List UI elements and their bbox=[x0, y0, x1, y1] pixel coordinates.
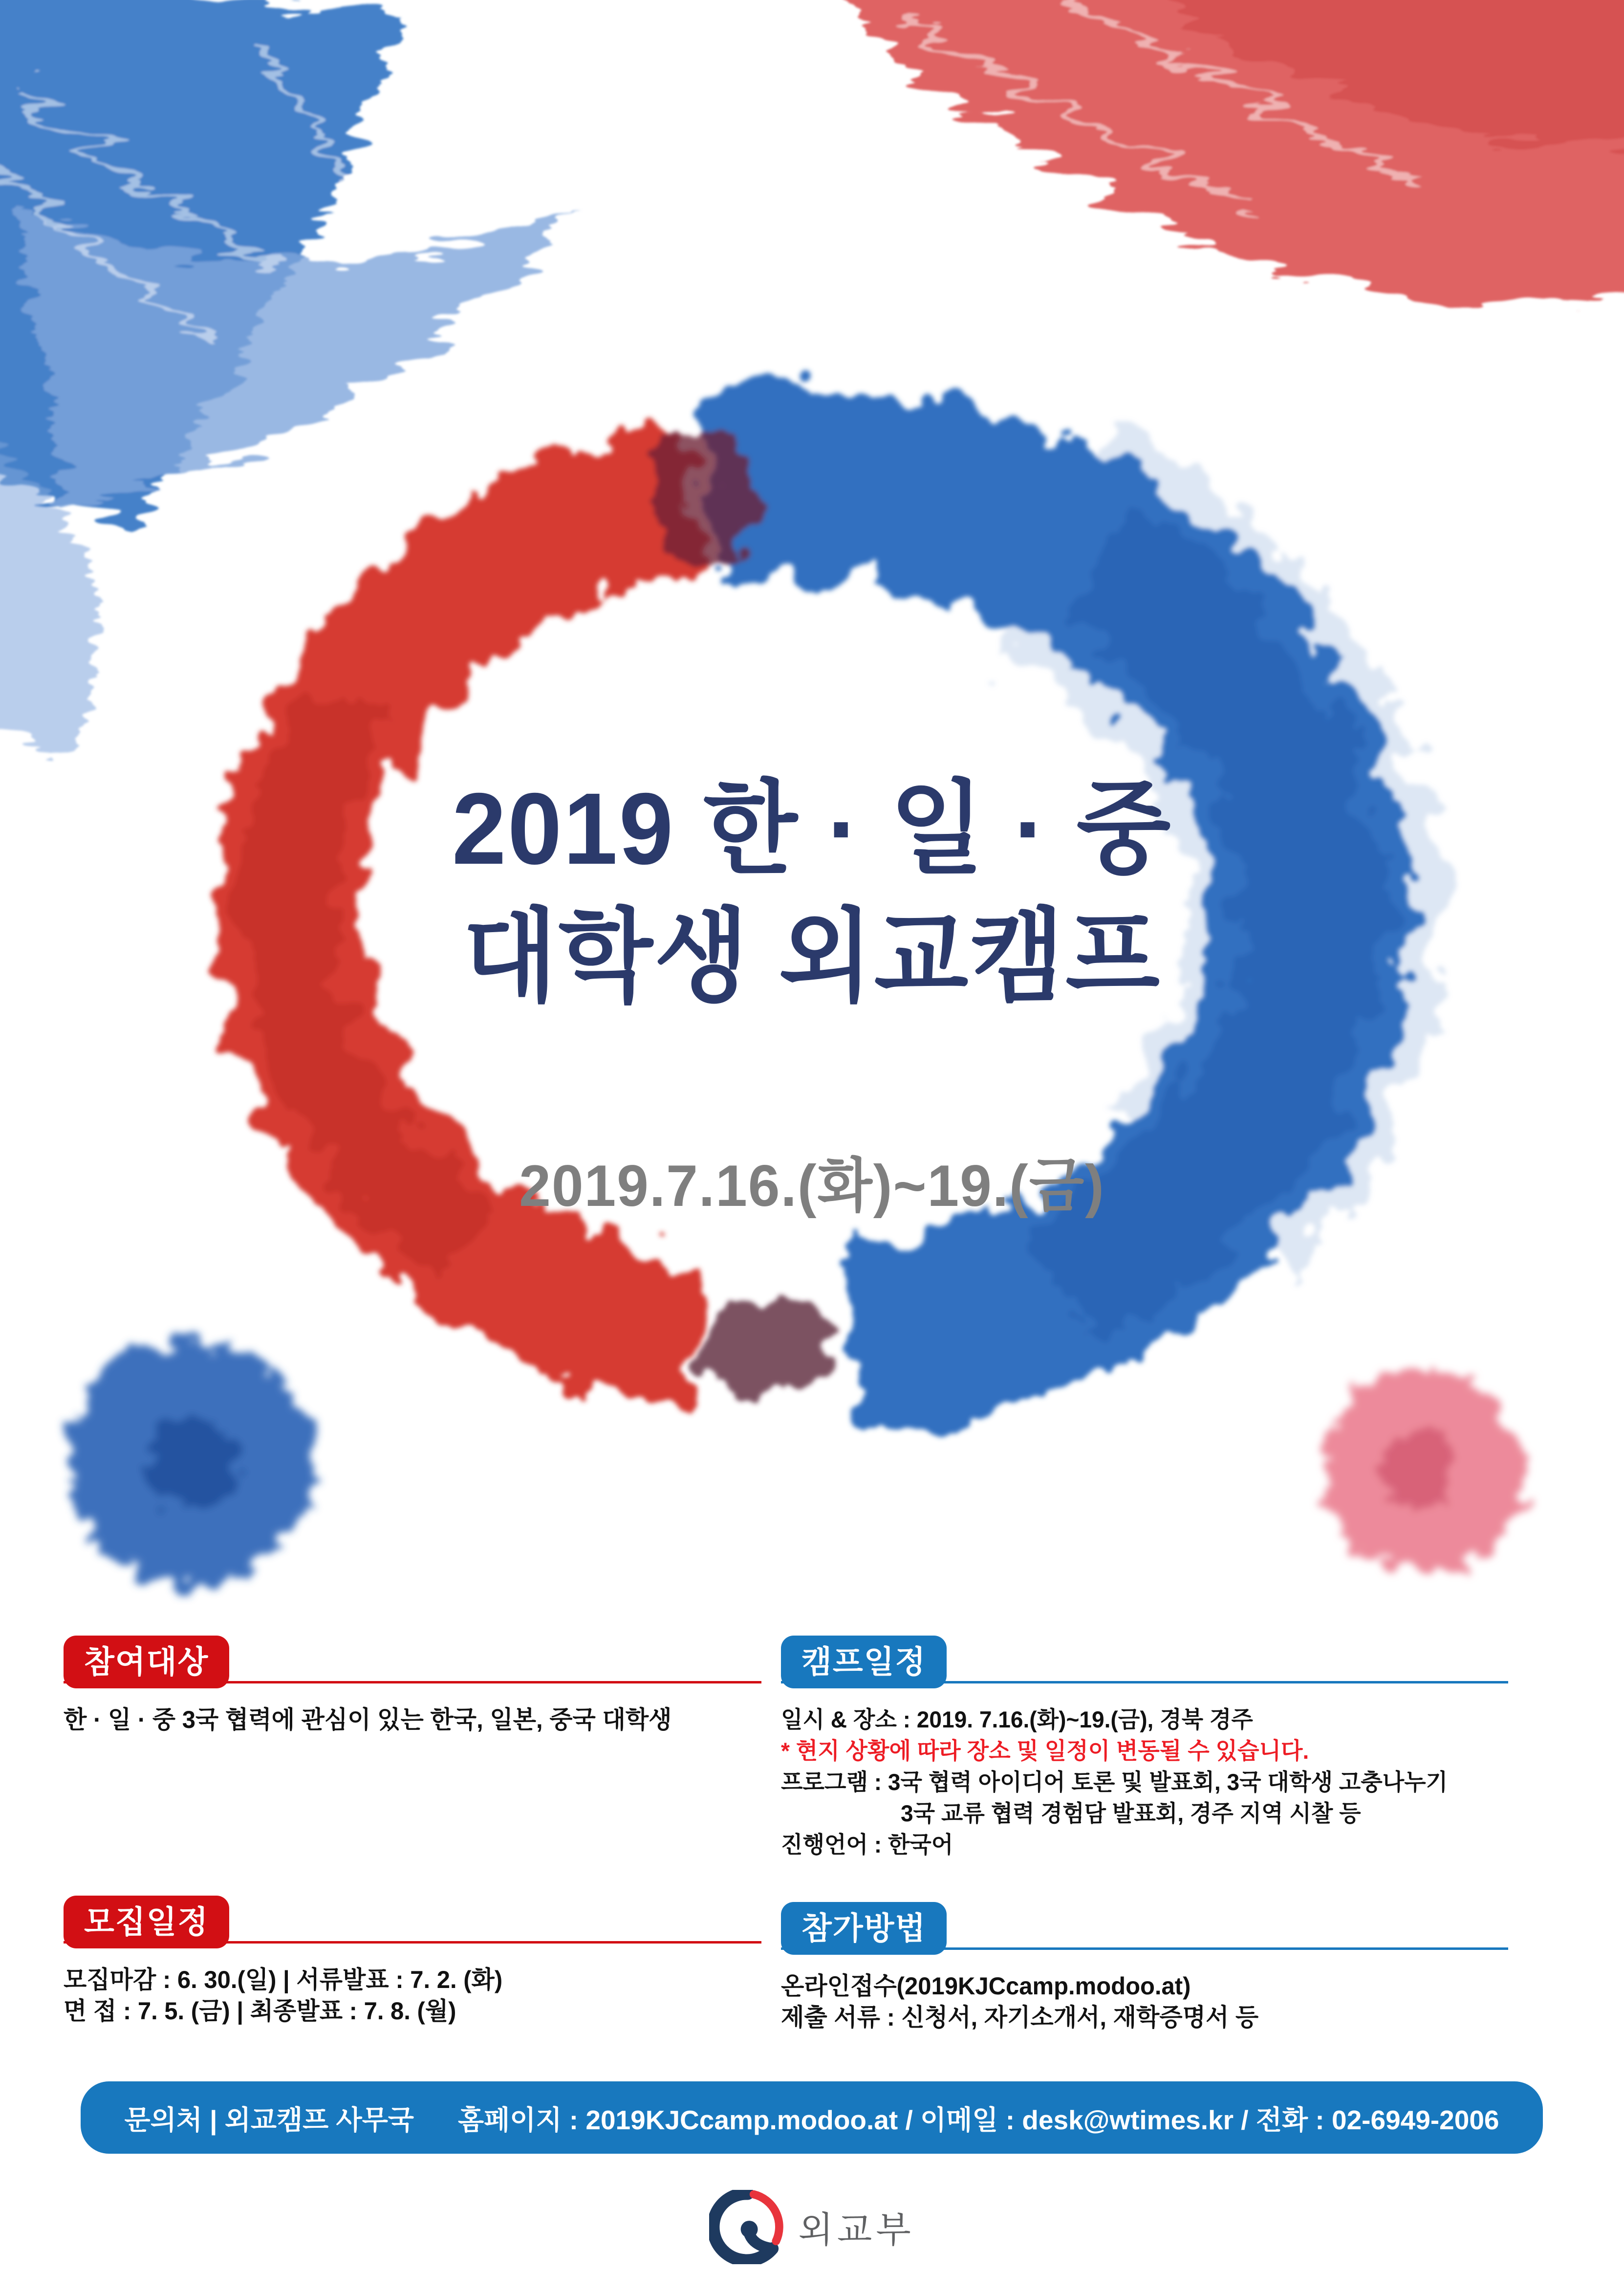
recruit-deadline-text: 모집마감 : 6. 30.(일) | 서류발표 : 7. 2. (화) bbox=[64, 1966, 503, 1993]
section-application-body bbox=[781, 1970, 1508, 2033]
recruit-interview-text: 면 접 : 7. 5. (금) | 최종발표 : 7. 8. (월) bbox=[64, 1997, 456, 2025]
section-recruit-schedule bbox=[64, 1893, 761, 2027]
section-camp-schedule-badge: 캠프일정 bbox=[781, 1636, 947, 1688]
ministry-name: 외교부 bbox=[798, 2209, 915, 2250]
government-emblem-icon bbox=[709, 2190, 783, 2264]
section-recruit-schedule-body bbox=[64, 1964, 761, 2027]
ministry-logo bbox=[0, 2190, 1624, 2264]
section-participants-badge: 참여대상 bbox=[64, 1636, 229, 1688]
ink-blob-bottom-right bbox=[1323, 1370, 1526, 1573]
section-application-badge: 참가방법 bbox=[781, 1902, 947, 1955]
participants-text: 한 · 일 · 중 3국 협력에 관심이 있는 한국, 일본, 중국 대학생 bbox=[64, 1706, 672, 1733]
application-documents-text: 제출 서류 : 신청서, 자기소개서, 재학증명서 등 bbox=[781, 2004, 1259, 2031]
poster-title bbox=[0, 765, 1624, 1021]
footer-contact-office: 문의처 | 외교캠프 사무국 bbox=[124, 2104, 414, 2135]
event-date: 2019.7.16.(화)~19.(금) bbox=[519, 1153, 1105, 1219]
poster-title-line1: 2019 한 · 일 · 중 bbox=[452, 772, 1172, 886]
section-recruit-schedule-header bbox=[64, 1893, 761, 1944]
camp-language-text: 진행언어 : 한국어 bbox=[781, 1832, 953, 1857]
section-application bbox=[781, 1899, 1508, 2033]
section-participants-body bbox=[64, 1704, 761, 1735]
camp-program-text: 프로그램 : 3국 협력 아이디어 토론 및 발표회, 3국 대학생 고충나누기 bbox=[781, 1769, 1448, 1795]
camp-program-text-2: 3국 교류 협력 경험담 발표회, 경주 지역 시찰 등 bbox=[901, 1800, 1361, 1826]
camp-datetime-text: 일시 & 장소 : 2019. 7.16.(화)~19.(금), 경북 경주 bbox=[781, 1706, 1253, 1732]
footer-contact-info: 홈페이지 : 2019KJCcamp.modoo.at / 이메일 : desk@wtimes.kr / 전화 : 02-6949-2006 bbox=[457, 2104, 1499, 2135]
application-online-text: 온라인접수(2019KJCcamp.modoo.at) bbox=[781, 1972, 1191, 2000]
section-participants bbox=[64, 1633, 761, 1735]
poster-title-line2: 대학생 외교캠프 bbox=[463, 900, 1161, 1014]
section-camp-schedule bbox=[781, 1633, 1508, 1860]
section-camp-schedule-header bbox=[781, 1633, 1508, 1683]
section-camp-schedule-body bbox=[781, 1704, 1508, 1860]
brush-stroke-top-right bbox=[792, 0, 1624, 303]
footer-contact-bar bbox=[81, 2081, 1543, 2154]
section-application-header bbox=[781, 1899, 1508, 1950]
section-participants-header bbox=[64, 1633, 761, 1683]
ink-blob-bottom-left bbox=[67, 1341, 314, 1587]
camp-notice-text: * 현지 상황에 따라 장소 및 일정이 변동될 수 있습니다. bbox=[781, 1738, 1309, 1764]
section-recruit-schedule-badge: 모집일정 bbox=[64, 1896, 229, 1948]
